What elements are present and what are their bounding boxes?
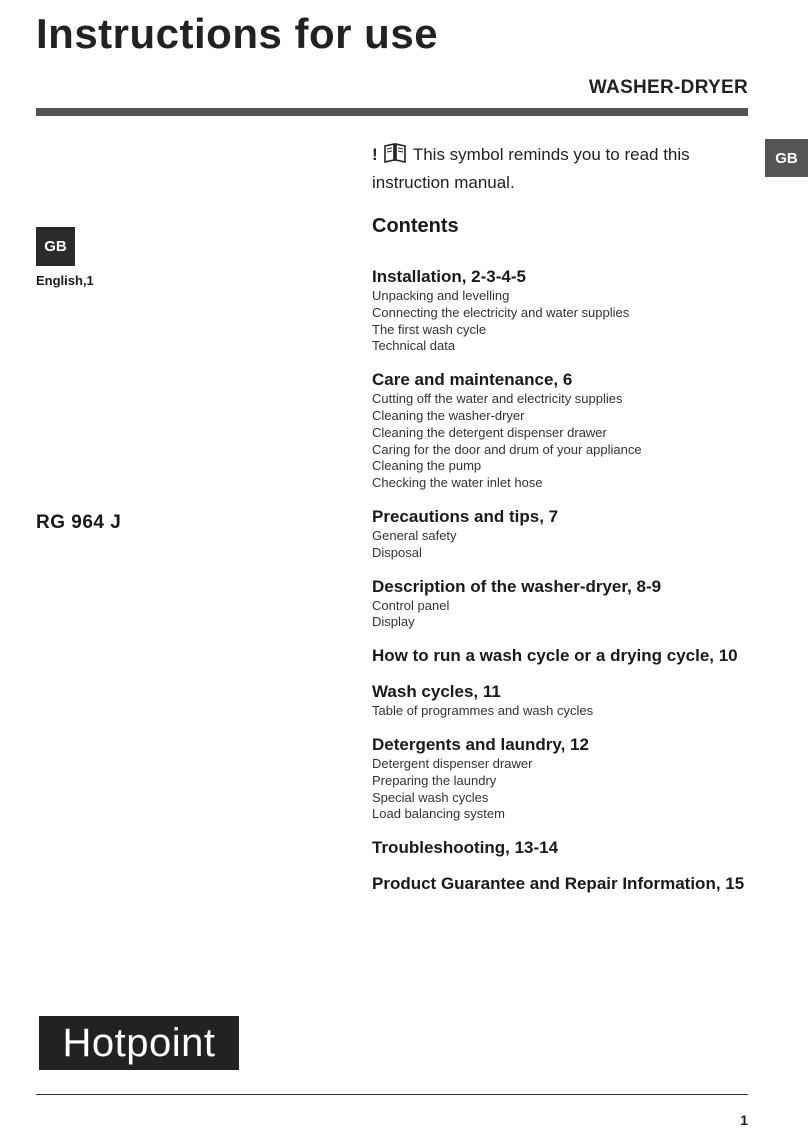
toc-section-heading: Wash cycles, 11 bbox=[372, 682, 501, 702]
toc-section-heading: Detergents and laundry, 12 bbox=[372, 734, 589, 754]
header-divider bbox=[36, 108, 748, 116]
toc-section-heading: How to run a wash cycle or a drying cycle, 10 bbox=[372, 646, 738, 666]
toc-section bbox=[372, 734, 762, 823]
warning-mark: ! bbox=[372, 145, 378, 164]
toc-section bbox=[372, 576, 762, 632]
toc-subitem: Cleaning the washer-dryer bbox=[372, 407, 525, 423]
toc-section bbox=[372, 873, 762, 895]
toc-subitem: Disposal bbox=[372, 544, 422, 560]
toc-section-heading: Precautions and tips, 7 bbox=[372, 506, 559, 526]
toc-section bbox=[372, 645, 762, 667]
toc-section bbox=[372, 837, 762, 859]
page-number: 1 bbox=[740, 1112, 748, 1128]
page-title: Instructions for use bbox=[36, 10, 439, 57]
book-icon bbox=[384, 143, 406, 170]
toc-subitem: Checking the water inlet hose bbox=[372, 475, 543, 491]
toc-subitem: Cleaning the detergent dispenser drawer bbox=[372, 424, 607, 440]
toc-section bbox=[372, 369, 762, 492]
toc-section-heading: Installation, 2-3-4-5 bbox=[372, 267, 526, 286]
toc-section-heading: Care and maintenance, 6 bbox=[372, 370, 573, 390]
toc-subitem: Load balancing system bbox=[372, 806, 505, 822]
hotpoint-logo: Hotpoint bbox=[39, 1016, 239, 1070]
language-label: English,1 bbox=[36, 273, 94, 288]
model-number: RG 964 J bbox=[36, 512, 122, 533]
toc-subitem: Display bbox=[372, 614, 415, 630]
table-of-contents bbox=[372, 266, 762, 909]
product-type: WASHER-DRYER bbox=[588, 77, 748, 98]
toc-subitem: Caring for the door and drum of your appliance bbox=[372, 441, 642, 457]
toc-subitem: Control panel bbox=[372, 597, 450, 613]
toc-subitem: Detergent dispenser drawer bbox=[372, 755, 533, 771]
toc-subitem: Cleaning the pump bbox=[372, 458, 482, 474]
toc-subitem: Special wash cycles bbox=[372, 789, 489, 805]
toc-subitem: The first wash cycle bbox=[372, 321, 487, 337]
toc-section bbox=[372, 506, 762, 562]
footer-divider bbox=[36, 1094, 748, 1095]
toc-section bbox=[372, 681, 762, 720]
toc-subitem: General safety bbox=[372, 527, 457, 543]
toc-subitem: Cutting off the water and electricity supplies bbox=[372, 391, 623, 407]
read-manual-notice bbox=[372, 142, 742, 195]
toc-section bbox=[372, 266, 762, 355]
language-badge: GB bbox=[36, 227, 75, 266]
toc-section-heading: Product Guarantee and Repair Information, 15 bbox=[372, 874, 745, 894]
language-side-tab: GB bbox=[765, 139, 808, 177]
notice-text: This symbol reminds you to read this instruction manual. bbox=[372, 145, 690, 192]
toc-subitem: Table of programmes and wash cycles bbox=[372, 703, 594, 719]
contents-heading: Contents bbox=[372, 215, 459, 237]
toc-section-heading: Troubleshooting, 13-14 bbox=[372, 838, 559, 858]
toc-section-heading: Description of the washer-dryer, 8-9 bbox=[372, 576, 662, 596]
toc-subitem: Preparing the laundry bbox=[372, 772, 497, 788]
toc-subitem: Technical data bbox=[372, 338, 456, 354]
toc-subitem: Unpacking and levelling bbox=[372, 288, 510, 303]
toc-subitem: Connecting the electricity and water supplies bbox=[372, 304, 630, 320]
